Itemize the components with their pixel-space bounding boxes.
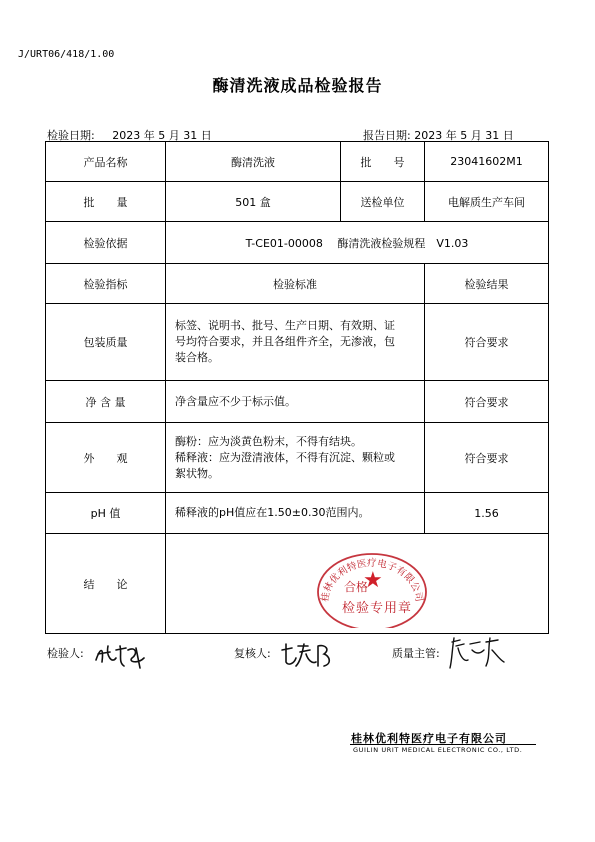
result-cell: 1.56: [425, 493, 549, 534]
basis-label: 检验依据: [46, 222, 166, 264]
result-cell: 符合要求: [425, 304, 549, 381]
reviewer-signature: [278, 640, 338, 670]
reviewer-sign-label: 复核人:: [234, 647, 271, 660]
inspection-date-value: 2023 年 5 月 31 日: [112, 129, 212, 142]
inspector-sign-label: 检验人:: [47, 647, 84, 660]
col-standard-header: 检验标准: [166, 264, 425, 304]
result-cell: 符合要求: [425, 423, 549, 493]
report-date-value: 2023 年 5 月 31 日: [414, 129, 514, 142]
col-indicator-header: 检验指标: [46, 264, 166, 304]
table-header-row: [46, 264, 549, 304]
table-row: [46, 381, 549, 423]
stamp-name: 检验专用章: [342, 601, 413, 616]
standard-line: 号均符合要求，并且各组件齐全，无渗液，包: [175, 335, 395, 348]
stamp-result: 合格: [344, 580, 369, 594]
basis-value: T-CE01-00008 酶清洗液检验规程 V1.03: [166, 222, 549, 264]
standard-line: 净含量应不少于标示值。: [175, 394, 296, 408]
table-row: [46, 182, 549, 222]
indicator-cell: 包装质量: [46, 304, 166, 381]
product-name-value: 酶清洗液: [166, 142, 341, 182]
document-code: J/URT06/418/1.00: [18, 49, 115, 60]
indicator-cell: 净 含 量: [46, 381, 166, 423]
company-name-cn: 桂林优利特医疗电子有限公司: [351, 732, 507, 745]
inspection-date-label: 检验日期:: [47, 129, 95, 142]
sender-label: 送检单位: [341, 182, 425, 222]
table-row: [46, 534, 549, 634]
sender-value: 电解质生产车间: [425, 182, 549, 222]
table-row: [46, 493, 549, 534]
inspector-signature: [92, 640, 152, 670]
supervisor-signature: [446, 634, 506, 672]
batch-no-label: 批 号: [341, 142, 425, 182]
table-row: [46, 423, 549, 493]
batch-qty-label: 批 量: [46, 182, 166, 222]
table-row: [46, 142, 549, 182]
stamp-company-arc: 桂林优利特医疗电子有限公司: [319, 558, 425, 603]
page-title: 酶清洗液成品检验报告: [212, 76, 383, 95]
standard-cell: [166, 304, 425, 381]
standard-cell: [166, 493, 425, 534]
indicator-cell: pH 值: [46, 493, 166, 534]
batch-no-value: 23041602M1: [425, 142, 549, 182]
standard-line: 标签、说明书、批号、生产日期、有效期、证: [175, 319, 395, 332]
footer-divider: [350, 744, 536, 745]
standard-cell: [166, 381, 425, 423]
report-table: [45, 141, 549, 634]
result-cell: 符合要求: [425, 381, 549, 423]
product-name-label: 产品名称: [46, 142, 166, 182]
standard-line: 酶粉：应为淡黄色粉末，不得有结块。: [175, 434, 362, 448]
table-row: [46, 222, 549, 264]
report-date-label: 报告日期:: [363, 129, 411, 142]
company-name-en: GUILIN URIT MEDICAL ELECTRONIC CO., LTD.: [353, 746, 523, 754]
standard-line: 絮状物。: [175, 466, 219, 480]
table-row: [46, 304, 549, 381]
batch-qty-value: 501 盒: [166, 182, 341, 222]
conclusion-label: 结 论: [46, 534, 166, 634]
standard-line: 稀释液的pH值应在1.50±0.30范围内。: [175, 506, 370, 519]
standard-line: 稀释液：应为澄清液体，不得有沉淀、颗粒或: [175, 450, 395, 464]
standard-cell: [166, 423, 425, 493]
supervisor-sign-label: 质量主管:: [392, 647, 440, 660]
indicator-cell: 外 观: [46, 423, 166, 493]
star-icon: ★: [363, 568, 383, 593]
standard-line: 装合格。: [175, 351, 219, 364]
col-result-header: 检验结果: [425, 264, 549, 304]
